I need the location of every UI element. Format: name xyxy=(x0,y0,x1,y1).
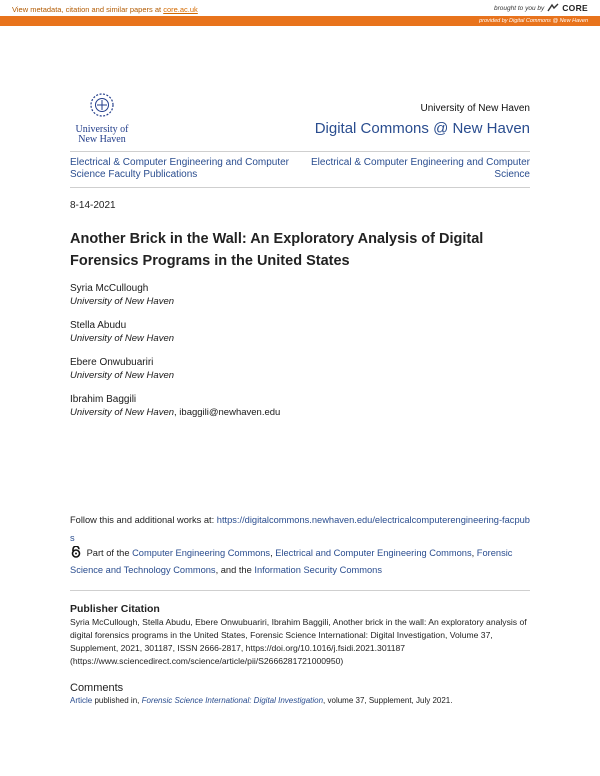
logo-line-1: University of xyxy=(75,124,129,135)
provided-by-text: provided by Digital Commons @ New Haven xyxy=(479,18,588,24)
author-affiliation-text: University of New Haven xyxy=(70,406,175,418)
author-2 xyxy=(70,320,174,345)
author-4 xyxy=(70,394,280,419)
author-affiliation: University of New Haven, ibaggili@newhaven.edu xyxy=(70,406,281,418)
author-affiliation: University of New Haven xyxy=(70,295,175,307)
comments-article-link[interactable]: Article xyxy=(70,696,93,705)
logo-line-2: New Haven xyxy=(78,134,126,145)
comments-published-in: published in, xyxy=(92,696,142,705)
publisher-citation-text: Syria McCullough, Stella Abudu, Ebere Onwubuariri, Ibrahim Baggili, Another brick in the wall: An exploratory analysis of digital forensics programs in the United States, Forensic Science International: Digital Investigation, Volume 37, Supplement, 2021, 301187, ISSN 2666-2817, https://doi.org/10.1016/j.fsidi.2021.301187 (https://www.sciencedirect.com/science/article/pii/S2666281721000950) xyxy=(70,617,527,666)
core-logo-icon xyxy=(547,3,559,13)
comments-rest: , volume 37, Supplement, July 2021. xyxy=(323,696,453,705)
comments-text xyxy=(70,695,540,706)
commons-link-electrical-computer-engineering[interactable]: Electrical and Computer Engineering Commons xyxy=(275,548,472,558)
university-seal-icon xyxy=(89,92,115,118)
collection-link-right[interactable]: Electrical & Computer Engineering and Computer Science xyxy=(311,157,530,180)
author-affiliation: University of New Haven xyxy=(70,369,175,381)
part-of-section: Part of the Computer Engineering Commons, Electrical and Computer Engineering Commons, Forensic Science and Technology Commons, and the Information Security Commons xyxy=(70,548,513,575)
repository-header xyxy=(315,103,530,137)
divider-top xyxy=(70,151,530,152)
follow-text: Follow this and additional works at: xyxy=(70,515,215,525)
author-3 xyxy=(70,357,174,382)
author-name: Syria McCullough xyxy=(70,283,149,294)
core-link[interactable]: core.ac.uk xyxy=(163,5,198,14)
core-label: CORE xyxy=(562,3,588,13)
divider-mid xyxy=(70,187,530,188)
author-email[interactable]: ibaggili@newhaven.edu xyxy=(179,406,281,418)
author-1 xyxy=(70,283,174,308)
paper-title: Another Brick in the Wall: An Exploratory Analysis of Digital Forensics Programs in the United States xyxy=(70,231,484,269)
publisher-citation-heading: Publisher Citation xyxy=(70,603,160,615)
institution-name: University of New Haven xyxy=(420,103,530,114)
core-metadata-note xyxy=(12,5,198,14)
provided-by-strip xyxy=(0,16,600,26)
publication-date: 8-14-2021 xyxy=(70,200,116,211)
commons-link-forensic-science[interactable]: Forensic Science and Technology Commons xyxy=(70,548,513,575)
author-affiliation: University of New Haven xyxy=(70,332,175,344)
comments-journal-link[interactable]: Forensic Science International: Digital Investigation xyxy=(141,696,324,705)
divider-bottom xyxy=(70,590,530,591)
follow-link[interactable]: https://digitalcommons.newhaven.edu/electricalcomputerengineering-facpubs xyxy=(70,515,530,543)
repository-name-link[interactable]: Digital Commons @ New Haven xyxy=(314,120,530,137)
core-metadata-text: View metadata, citation and similar papers at xyxy=(12,5,162,14)
comments-heading: Comments xyxy=(70,682,124,694)
follow-section xyxy=(70,511,530,547)
open-access-icon xyxy=(70,546,82,558)
author-name: Stella Abudu xyxy=(70,320,127,331)
part-of-and-the: , and the xyxy=(215,565,252,575)
part-of-prefix: Part of the xyxy=(86,548,130,558)
collection-link-left[interactable]: Electrical & Computer Engineering and Computer Science Faculty Publications xyxy=(70,157,289,180)
author-name: Ebere Onwubuariri xyxy=(70,357,154,368)
commons-link-information-security[interactable]: Information Security Commons xyxy=(254,565,382,575)
commons-link-computer-engineering[interactable]: Computer Engineering Commons xyxy=(132,548,271,558)
university-logo[interactable] xyxy=(72,92,132,145)
author-name: Ibrahim Baggili xyxy=(70,394,137,405)
brought-by-text: brought to you by xyxy=(494,4,545,12)
core-brought-by[interactable] xyxy=(494,3,588,13)
core-banner xyxy=(0,0,600,16)
